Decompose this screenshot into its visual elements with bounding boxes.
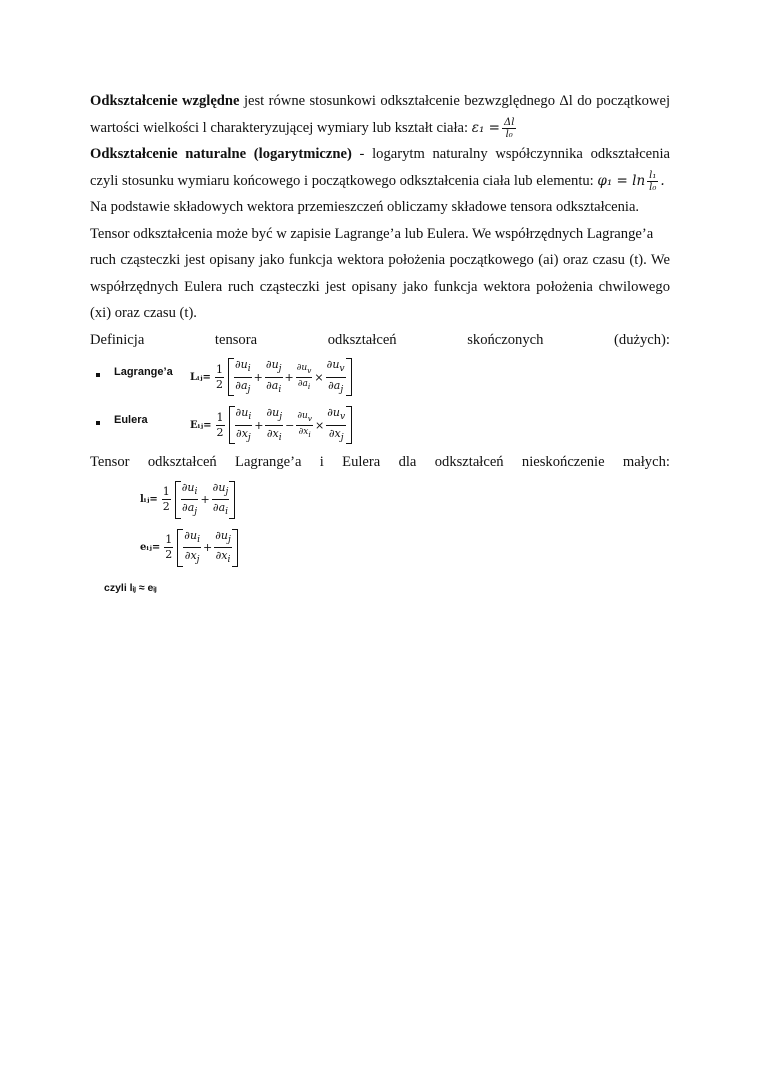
word: Tensor bbox=[90, 454, 130, 470]
half-fraction bbox=[215, 363, 224, 392]
formula-end: . bbox=[660, 172, 665, 189]
formula-variable: x bbox=[272, 426, 279, 440]
term-natural-strain: Odkształcenie naturalne (logarytmiczne) bbox=[90, 146, 352, 162]
word: Lagrange’a bbox=[235, 454, 302, 470]
relative-strain-text: jest równe stosunkowi odkształcenie bezwzględnego Δl do początkowej wartości wielkości l charakteryzującej wymiary lub kształt ciała: bbox=[90, 93, 671, 136]
fraction bbox=[647, 170, 658, 193]
definition-label: Lagrange’a bbox=[114, 366, 173, 378]
fraction-denominator: 2 bbox=[215, 377, 223, 391]
small-strain-heading bbox=[90, 449, 670, 476]
formula-variable: a bbox=[271, 378, 279, 392]
small-formula-lagrange bbox=[90, 476, 670, 524]
euler-small-formula bbox=[140, 524, 240, 572]
fraction-numerator: 1 bbox=[216, 410, 224, 424]
lagrange-finite-formula bbox=[190, 353, 354, 401]
word: (dużych): bbox=[614, 331, 670, 348]
paragraph-displacement: Na podstawie składowych wektora przemieszczeń obliczamy składowe tensora odkształcenia. bbox=[90, 199, 640, 215]
word: małych: bbox=[622, 454, 670, 470]
small-formula-euler bbox=[90, 524, 670, 572]
formula-variable: a bbox=[218, 501, 226, 514]
times-sign: × bbox=[314, 370, 324, 384]
half-fraction bbox=[162, 485, 171, 514]
partial-derivative: $\frac{\partial u_i}{\partial a_j}$ bbox=[181, 480, 198, 518]
paragraph-natural-strain bbox=[90, 141, 670, 194]
times-sign: × bbox=[315, 418, 325, 432]
fraction bbox=[502, 117, 516, 140]
formula-variable: a bbox=[302, 378, 308, 389]
formula-bracket bbox=[228, 358, 352, 396]
partial-derivative: $\frac{\partial u_i}{\partial x_j}$ bbox=[184, 528, 200, 566]
formula-variable: x bbox=[221, 549, 228, 562]
definition-lagrange bbox=[90, 353, 670, 401]
formula-lhs: Eᵢⱼ= bbox=[190, 419, 212, 431]
word: tensora bbox=[214, 331, 258, 348]
formula-variable: a bbox=[333, 378, 341, 392]
formula-bracket bbox=[177, 529, 238, 567]
formula-lhs: lᵢⱼ= bbox=[140, 494, 158, 505]
fraction-denominator: 2 bbox=[216, 425, 224, 439]
partial-derivative: $\frac{\partial u_i}{\partial x_j}$ bbox=[235, 406, 252, 443]
operator-sign: + bbox=[284, 370, 294, 384]
paragraph-tensor-notation: Tensor odkształcenia może być w zapisie Lagrange’a lub Eulera. We współrzędnych Lagrange’a bbox=[90, 225, 654, 242]
formula-variable: x bbox=[190, 549, 197, 562]
formula-variable: a bbox=[240, 378, 248, 392]
formula-lhs: Lᵢⱼ= bbox=[190, 371, 211, 383]
partial-derivative: $\frac{\partial u_v}{\partial a_j}$ bbox=[326, 358, 345, 395]
natural-strain-text: - logarytm naturalny współczynnika odkształcenia czyli stosunku wymiaru końcowego i początkowego odkształcenia ciała lub elementu: bbox=[90, 146, 670, 189]
term-relative-strain: Odkształcenie względne bbox=[90, 93, 240, 109]
fraction-denominator: l₀ bbox=[649, 181, 657, 193]
formula-variable: x bbox=[334, 426, 341, 440]
definition-euler bbox=[90, 401, 670, 449]
formula-bracket bbox=[175, 481, 236, 519]
fraction-denominator: 2 bbox=[162, 500, 170, 513]
operator-sign: − bbox=[285, 418, 295, 432]
partial-derivative: $\frac{\partial u_i}{\partial a_j}$ bbox=[234, 358, 251, 395]
bullet-icon bbox=[96, 421, 100, 425]
relative-strain-formula bbox=[471, 116, 519, 140]
fraction-denominator: 2 bbox=[165, 548, 173, 561]
word: Definicja bbox=[90, 331, 145, 348]
conclusion-text: czyli lᵢⱼ ≈ eᵢⱼ bbox=[104, 581, 157, 594]
natural-strain-formula bbox=[597, 169, 665, 193]
formula-bracket bbox=[229, 406, 353, 444]
word: nieskończenie bbox=[521, 454, 605, 470]
plus-sign: + bbox=[200, 493, 210, 506]
partial-derivative: $\frac{\partial u_v}{\partial a_i}$ bbox=[296, 362, 312, 391]
formula-lhs: ε₁ = bbox=[471, 119, 500, 136]
partial-derivative: $\frac{\partial u_v}{\partial x_i}$ bbox=[297, 410, 313, 439]
paragraph-relative-strain bbox=[90, 88, 670, 141]
fraction-numerator: l₁ bbox=[649, 169, 657, 181]
fraction-numerator: 1 bbox=[215, 362, 223, 376]
plus-sign: + bbox=[254, 418, 264, 432]
word: odkształceń bbox=[327, 331, 397, 348]
definition-heading bbox=[90, 327, 670, 354]
half-fraction bbox=[216, 411, 225, 440]
partial-derivative: $\frac{\partial u_j}{\partial a_i}$ bbox=[265, 358, 282, 395]
lagrange-small-formula bbox=[140, 476, 237, 524]
word: Eulera bbox=[342, 454, 381, 470]
half-fraction bbox=[164, 533, 173, 562]
plus-sign: + bbox=[203, 541, 213, 554]
formula-variable: a bbox=[187, 501, 195, 514]
formula-variable: x bbox=[241, 426, 248, 440]
word: skończonych bbox=[467, 331, 544, 348]
fraction-numerator: Δl bbox=[503, 116, 515, 128]
partial-derivative: $\frac{\partial u_j}{\partial a_i}$ bbox=[212, 480, 229, 518]
formula-lhs: eᵢⱼ= bbox=[140, 542, 161, 553]
word: dla bbox=[398, 454, 417, 470]
document-page bbox=[90, 88, 670, 594]
formula-variable: x bbox=[303, 426, 309, 437]
fraction-numerator: 1 bbox=[162, 485, 170, 498]
bullet-icon bbox=[96, 373, 100, 377]
euler-finite-formula bbox=[190, 401, 354, 449]
formula-lhs: φ₁ = ln bbox=[597, 172, 646, 189]
word: odkształceń bbox=[434, 454, 504, 470]
paragraph-motion: ruch cząsteczki jest opisany jako funkcja wektora położenia początkowego (ai) oraz czasu (t). We współrzędnych Eulera ruch cząsteczki jest opisany jako funkcja wektora położenia chwilowego (xi) oraz czasu (t). bbox=[90, 252, 670, 321]
word: odkształceń bbox=[147, 454, 217, 470]
fraction-numerator: 1 bbox=[165, 533, 173, 546]
partial-derivative: $\frac{\partial u_v}{\partial x_j}$ bbox=[327, 406, 346, 443]
partial-derivative: $\frac{\partial u_j}{\partial x_i}$ bbox=[215, 528, 231, 566]
fraction-denominator: l₀ bbox=[505, 128, 513, 140]
partial-derivative: $\frac{\partial u_j}{\partial x_i}$ bbox=[266, 406, 283, 443]
definition-label: Eulera bbox=[114, 414, 148, 426]
plus-sign: + bbox=[253, 370, 263, 384]
word: i bbox=[319, 454, 324, 470]
